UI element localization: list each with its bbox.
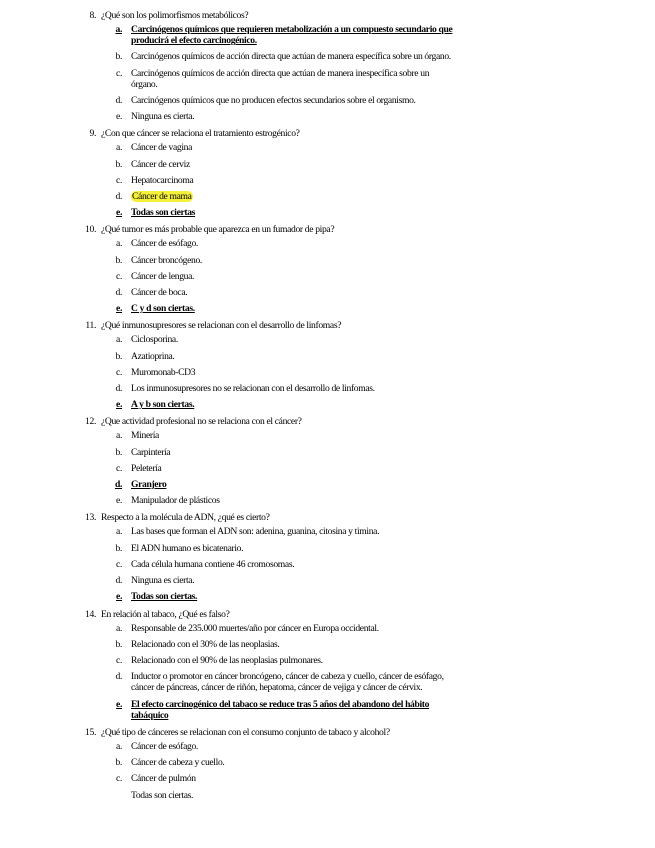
question-text: En relación al tabaco, ¿Qué es falso?: [101, 608, 230, 620]
option-letter: e.: [116, 495, 122, 507]
option-letter: c.: [116, 270, 122, 282]
question-text: ¿Qué inmunosupresores se relacionan con el desarrollo de linfomas?: [101, 320, 342, 332]
option-text: Carpintería: [131, 446, 171, 458]
option-letter: a.: [116, 334, 122, 346]
option-letter: d.: [115, 383, 122, 395]
option-text: Las bases que forman el ADN son: adenina, guanina, citosina y timina.: [131, 526, 380, 538]
question-header: [0, 608, 655, 621]
answer-option: [0, 287, 655, 298]
option-letter: e.: [116, 303, 122, 315]
option-letter: a.: [116, 622, 122, 634]
question-text: ¿Que actividad profesional no se relaciona con el cáncer?: [101, 416, 302, 428]
question-number: 11.: [85, 320, 96, 332]
answer-option: [0, 495, 655, 506]
option-letter: a.: [116, 238, 122, 250]
question-block: [0, 319, 655, 410]
option-letter: d.: [115, 671, 122, 683]
option-text: Relacionado con el 30% de las neoplasias.: [131, 638, 280, 650]
option-letter: c.: [116, 654, 122, 666]
option-text: Cáncer de vagina: [131, 142, 192, 154]
option-letter: c.: [116, 773, 122, 785]
option-letter: d.: [115, 95, 122, 107]
option-text: Cada célula humana contiene 46 cromosomas.: [131, 558, 295, 570]
answer-option: [0, 543, 655, 554]
answer-option: [0, 191, 655, 202]
option-text: Todas son ciertas.: [131, 591, 198, 603]
option-text: Minería: [131, 430, 159, 442]
option-letter: e.: [116, 698, 122, 710]
option-letter: a.: [116, 142, 122, 154]
answer-option: [0, 671, 655, 693]
option-letter: b.: [115, 158, 122, 170]
option-text: C y d son ciertas.: [131, 303, 195, 315]
answer-option-correct: [0, 699, 655, 721]
question-header: [0, 9, 655, 22]
option-letter: e.: [116, 399, 122, 411]
option-letter: e.: [116, 207, 122, 219]
option-letter: d.: [114, 479, 122, 491]
option-text: Cáncer de pulmón: [131, 773, 196, 785]
question-number: 14.: [85, 608, 96, 620]
option-text: Todas son ciertas.: [131, 789, 194, 801]
option-text: El ADN humano es bicatenario.: [131, 542, 244, 554]
answer-option: [0, 51, 655, 62]
option-text: Responsable de 235.000 muertes/año por cáncer en Europa occidental.: [131, 622, 379, 634]
option-text: Cáncer de lengua.: [131, 270, 195, 282]
answer-option: [0, 790, 655, 801]
question-block: [0, 511, 655, 602]
answer-option: [0, 463, 655, 474]
option-letter: a.: [116, 430, 122, 442]
option-letter: b.: [115, 350, 122, 362]
option-text: Ninguna es cierta.: [131, 575, 195, 587]
answer-option: [0, 175, 655, 186]
option-letter: e.: [116, 591, 122, 603]
option-letter: c.: [116, 366, 122, 378]
option-letter: c.: [116, 558, 122, 570]
answer-option: [0, 655, 655, 666]
option-letter: b.: [115, 446, 122, 458]
option-letter: a.: [116, 526, 122, 538]
question-text: Respecto a la molécula de ADN, ¿qué es cierto?: [101, 512, 270, 524]
answer-option: [0, 623, 655, 634]
question-number: 15.: [85, 726, 96, 738]
option-letter: d.: [115, 287, 122, 299]
question-block: [0, 127, 655, 218]
question-number: 8.: [89, 10, 96, 21]
option-text: Carcinógenos químicos que no producen efectos secundarios sobre el organismo.: [131, 95, 416, 107]
answer-option-correct: [0, 303, 655, 314]
option-letter: a.: [116, 740, 122, 752]
option-text: Cáncer de esófago.: [131, 740, 198, 752]
option-text: Cáncer de cerviz: [131, 158, 190, 170]
question-number: 12.: [85, 416, 96, 428]
option-letter: c.: [116, 67, 122, 79]
answer-option: [0, 639, 655, 650]
answer-option: [0, 757, 655, 768]
option-text: Cáncer de cabeza y cuello.: [131, 757, 225, 769]
option-text: Inductor o promotor en cáncer broncógeno, cáncer de cabeza y cuello, cáncer de esófago, cáncer de páncreas, cáncer de riñón, hepatoma, cáncer de vejiga y cáncer de cérvix.: [131, 671, 444, 694]
option-text: Ninguna es cierta.: [131, 111, 195, 123]
question-block: [0, 726, 655, 801]
option-letter: d.: [115, 575, 122, 587]
option-text-wrapper: [131, 191, 456, 202]
option-text: El efecto carcinogénico del tabaco se reduce tras 5 años del abandono del hábito tabáquico: [131, 698, 430, 721]
answer-option-correct: [0, 207, 655, 218]
question-header: [0, 223, 655, 236]
answer-option: [0, 773, 655, 784]
answer-option-correct: [0, 399, 655, 410]
answer-option: [0, 741, 655, 752]
answer-option: [0, 367, 655, 378]
option-letter: b.: [115, 757, 122, 769]
question-block: [0, 608, 655, 721]
question-text: ¿Qué son los polimorfismos metabólicos?: [101, 10, 249, 21]
option-letter: b.: [115, 51, 122, 63]
option-text-highlighted: Cáncer de mama: [132, 191, 192, 203]
option-letter: b.: [115, 638, 122, 650]
question-header: [0, 726, 655, 739]
question-header: [0, 319, 655, 332]
option-text: Cáncer de esófago.: [131, 238, 198, 250]
answer-option: [0, 526, 655, 537]
option-letter: a.: [115, 24, 122, 35]
option-letter: b.: [115, 542, 122, 554]
answer-option: [0, 447, 655, 458]
answer-option-correct: [0, 479, 655, 490]
option-text: Cáncer de boca.: [131, 287, 188, 299]
question-text: ¿Con que cáncer se relaciona el tratamiento estrogénico?: [101, 128, 300, 140]
question-text: ¿Qué tumor es más probable que aparezca en un fumador de pipa?: [101, 224, 335, 236]
question-block: [0, 223, 655, 314]
option-text: Relacionado con el 90% de las neoplasias pulmonares.: [131, 654, 323, 666]
question-text: ¿Qué tipo de cánceres se relacionan con el consumo conjunto de tabaco y alcohol?: [101, 726, 390, 738]
question-header: [0, 511, 655, 524]
option-text: Granjero: [131, 479, 167, 491]
answer-option-correct: [0, 24, 655, 46]
option-letter: e.: [116, 111, 122, 123]
question-number: 13.: [85, 512, 96, 524]
answer-option: [0, 142, 655, 153]
option-text: Peletería: [131, 462, 162, 474]
question-number: 9.: [89, 128, 96, 140]
question-header: [0, 415, 655, 428]
answer-option: [0, 383, 655, 394]
question-block: [0, 9, 655, 122]
answer-option: [0, 430, 655, 441]
option-text: Los inmunosupresores no se relacionan con el desarrollo de linfomas.: [131, 383, 375, 395]
option-letter: b.: [115, 254, 122, 266]
answer-option: [0, 68, 655, 90]
option-text: Muromonab-CD3: [131, 366, 196, 378]
question-number: 10.: [85, 224, 96, 236]
answer-option-correct: [0, 591, 655, 602]
option-letter: c.: [116, 174, 122, 186]
option-text: Carcinógenos químicos de acción directa que actúan de manera específica sobre un órgano.: [131, 51, 451, 63]
option-letter: d.: [115, 191, 122, 203]
option-text: Hepatocarcinoma: [131, 174, 194, 186]
answer-option: [0, 559, 655, 570]
option-text: Ciclosporina.: [131, 334, 178, 346]
option-text: Manipulador de plásticos: [131, 495, 220, 507]
option-text: Cáncer broncógeno.: [131, 254, 202, 266]
answer-option: [0, 334, 655, 345]
option-text: Azatioprina.: [131, 350, 175, 362]
option-letter: c.: [116, 462, 122, 474]
option-text: Carcinógenos químicos que requieren metabolización a un compuesto secundario que producirá el efecto carcinogénico.: [131, 24, 453, 47]
answer-option: [0, 575, 655, 586]
answer-option: [0, 255, 655, 266]
answer-option: [0, 351, 655, 362]
answer-option: [0, 238, 655, 249]
answer-option: [0, 159, 655, 170]
question-block: [0, 415, 655, 506]
answer-option: [0, 111, 655, 122]
option-text: Carcinógenos químicos de acción directa que actúan de manera inespecífica sobre un órgano.: [131, 67, 430, 90]
question-header: [0, 127, 655, 140]
answer-option: [0, 95, 655, 106]
option-text: Todas son ciertas: [131, 207, 196, 219]
option-text: A y b son ciertas.: [131, 399, 195, 411]
answer-option: [0, 271, 655, 282]
